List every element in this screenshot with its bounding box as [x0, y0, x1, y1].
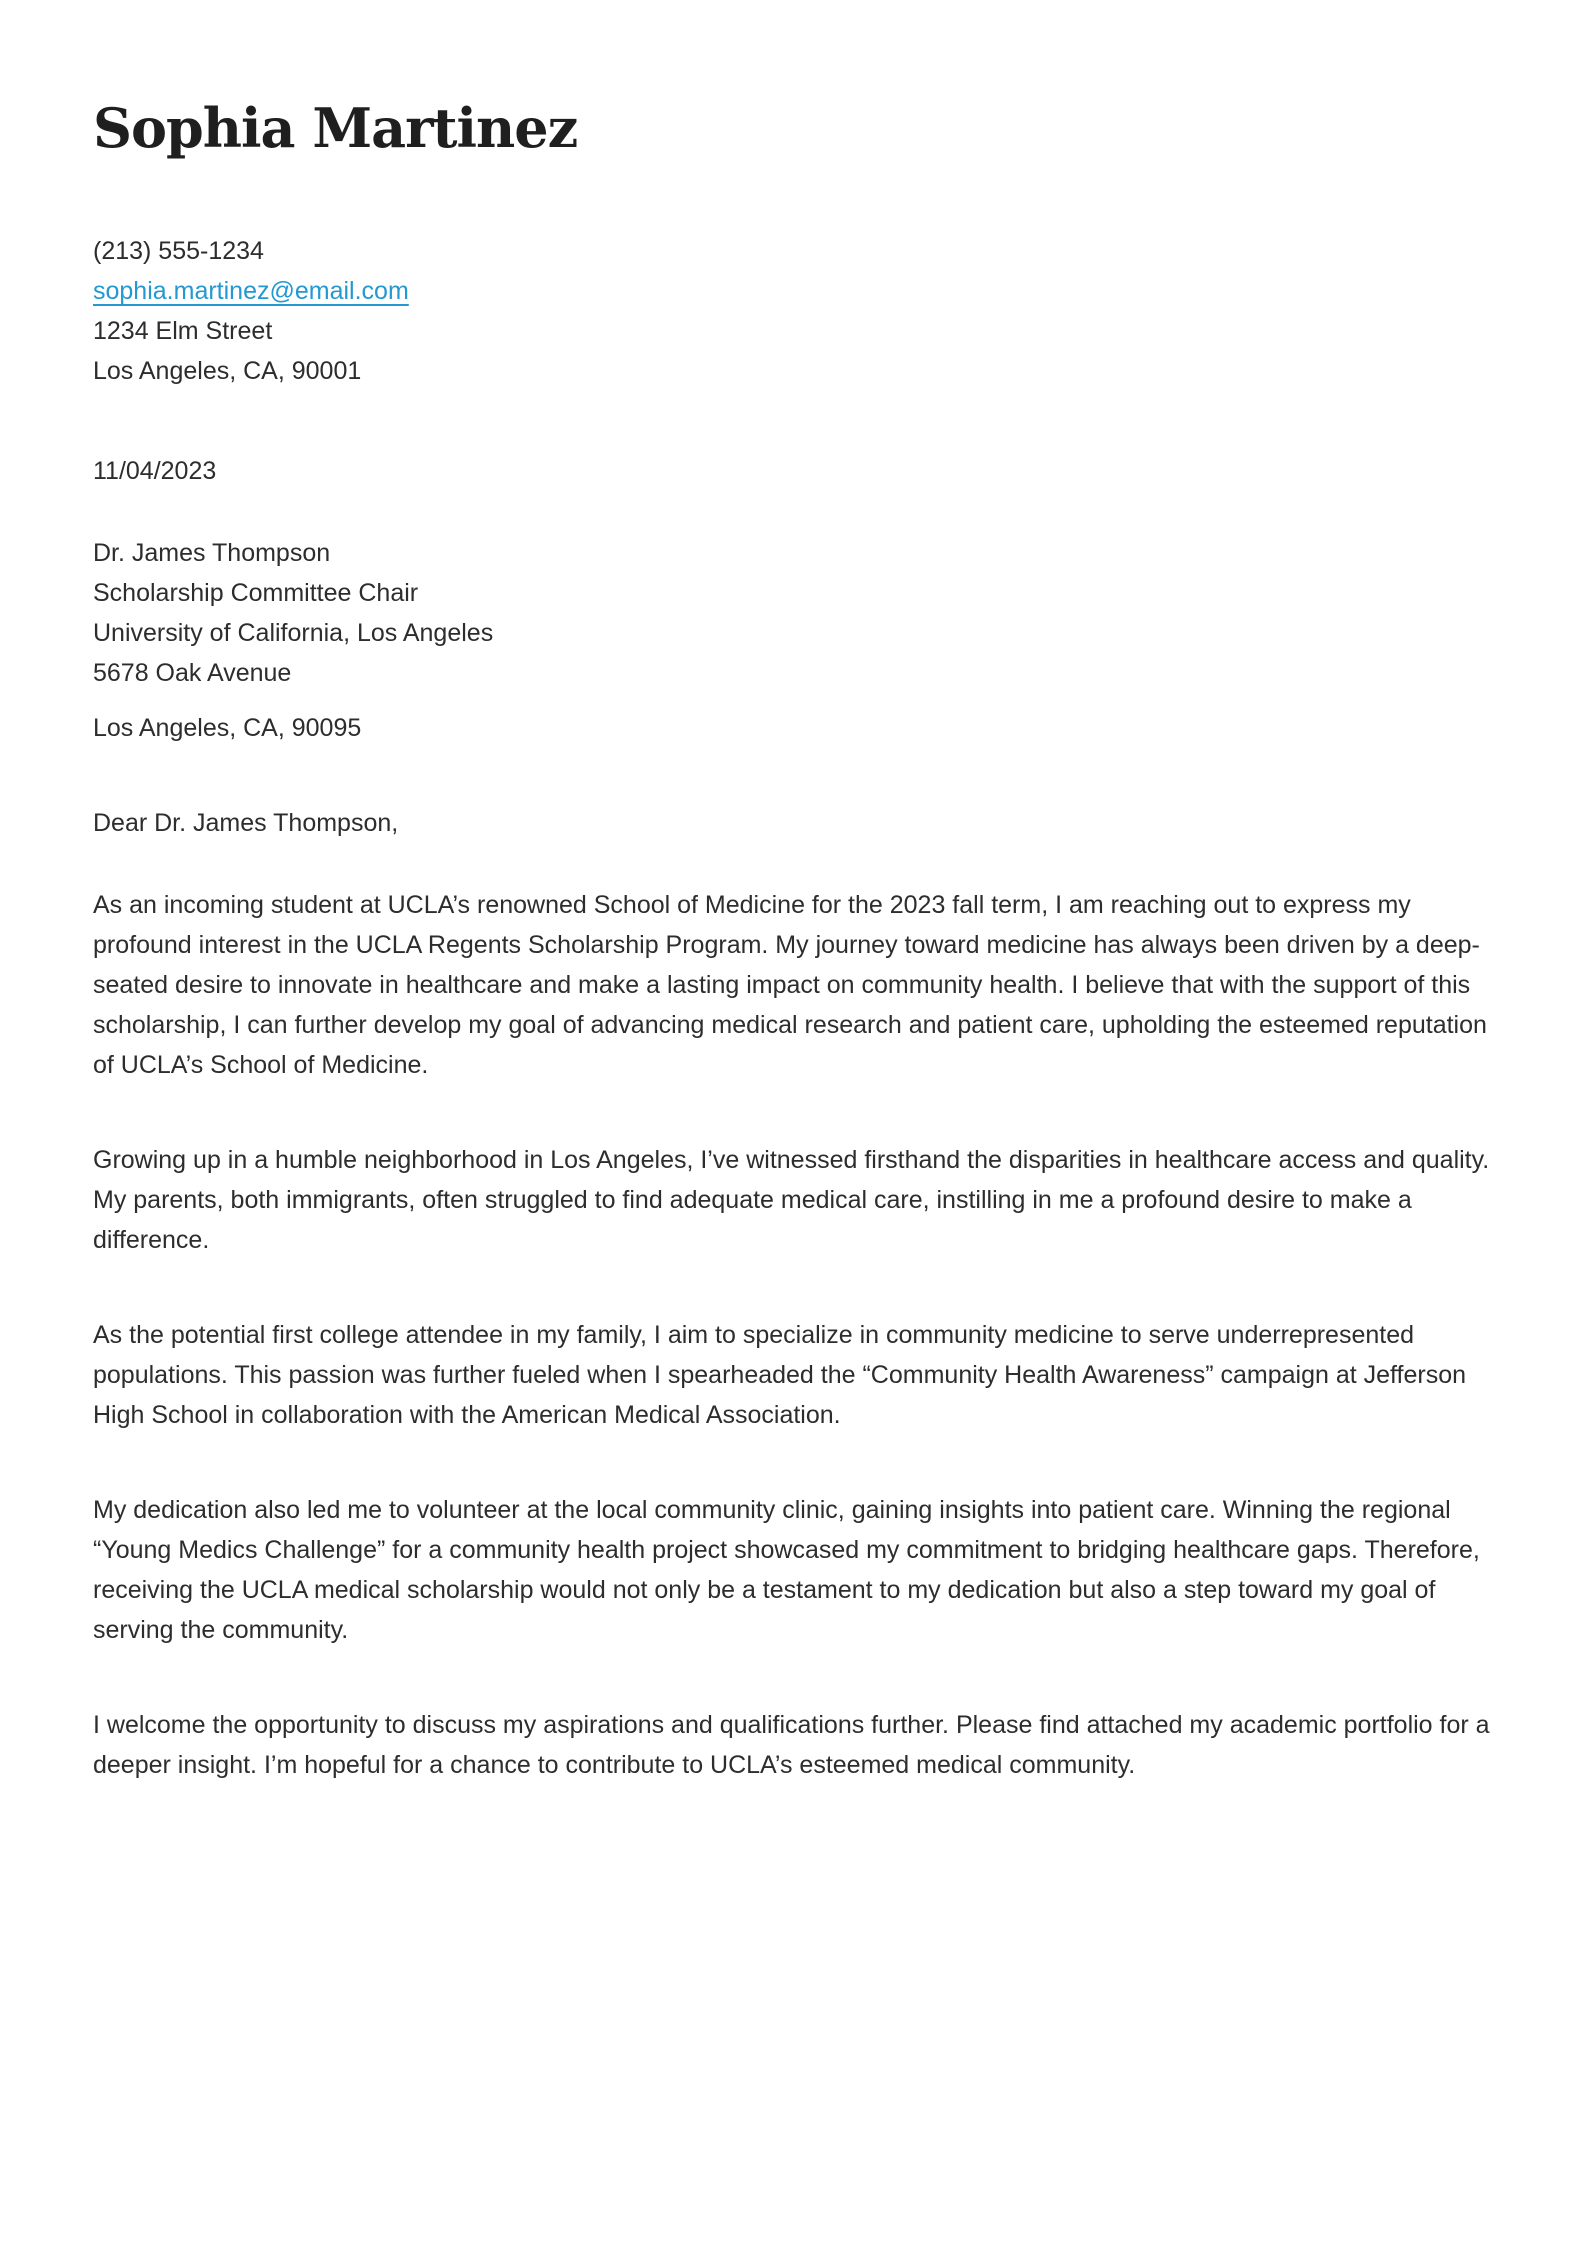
- sender-email-line: [93, 271, 1495, 311]
- recipient-block: [93, 533, 1495, 693]
- sender-contact-block: [93, 231, 1495, 391]
- letter-paragraph-closing: I welcome the opportunity to discuss my aspirations and qualifications further. Please find attached my academic portfolio for a deeper insight. I’m hopeful for a chance to contribute to UCLA’s esteemed medical community.: [93, 1711, 1490, 1779]
- recipient-name: Dr. James Thompson: [93, 539, 331, 567]
- letter-date: 11/04/2023: [93, 457, 217, 485]
- sender-email-link[interactable]: sophia.martinez@email.com: [93, 277, 409, 305]
- sender-phone: (213) 555-1234: [93, 237, 264, 265]
- letter-paragraph-intro: As an incoming student at UCLA’s renowned School of Medicine for the 2023 fall term, I am reaching out to express my profound interest in the UCLA Regents Scholarship Program. My journey toward medicine has always been driven by a deep-seated desire to innovate in healthcare and make a lasting impact on community health. I believe that with the support of this scholarship, I can further develop my goal of advancing medical research and patient care, upholding the esteemed reputation of UCLA’s School of Medicine.: [93, 891, 1487, 1079]
- sender-name: Sophia Martinez: [93, 96, 578, 160]
- letter-paragraph-dedication: My dedication also led me to volunteer at the local community clinic, gaining insights into patient care. Winning the regional “Young Medics Challenge” for a community health project showcased my commitment to bridging healthcare gaps. Therefore, receiving the UCLA medical scholarship would not only be a testament to my dedication but also a step toward my goal of serving the community.: [93, 1496, 1480, 1644]
- letter-paragraph-goals: As the potential first college attendee in my family, I aim to specialize in community medicine to serve underrepresented populations. This passion was further fueled when I spearheaded the “Community Health Awareness” campaign at Jefferson High School in collaboration with the American Medical Association.: [93, 1321, 1467, 1429]
- recipient-address-city: Los Angeles, CA, 90095: [93, 714, 362, 742]
- sender-address-city: Los Angeles, CA, 90001: [93, 357, 362, 385]
- recipient-organization: University of California, Los Angeles: [93, 619, 494, 647]
- recipient-title: Scholarship Committee Chair: [93, 579, 419, 607]
- letter-paragraph-background: Growing up in a humble neighborhood in Los Angeles, I’ve witnessed firsthand the disparities in healthcare access and quality. My parents, both immigrants, often struggled to find adequate medical care, instilling in me a profound desire to make a difference.: [93, 1146, 1490, 1254]
- recipient-address-street: 5678 Oak Avenue: [93, 659, 292, 687]
- sender-address-street: 1234 Elm Street: [93, 317, 273, 345]
- salutation: Dear Dr. James Thompson,: [93, 809, 399, 837]
